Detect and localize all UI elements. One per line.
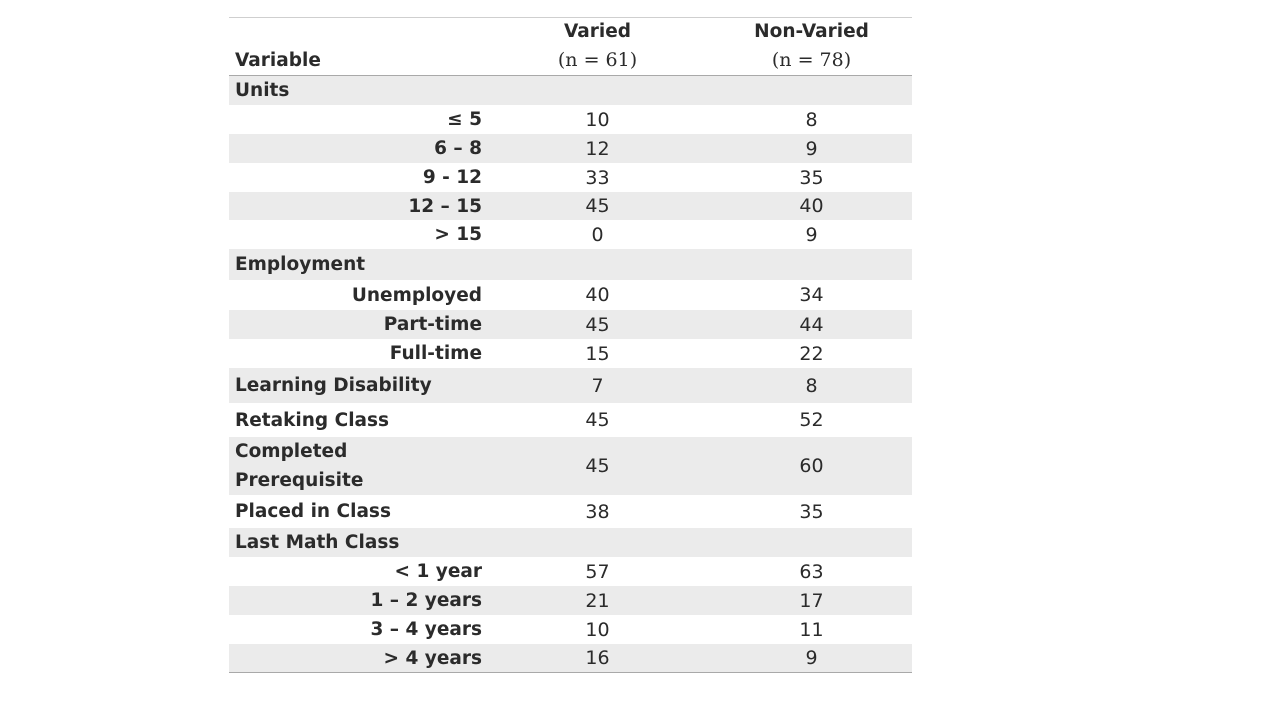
table-row xyxy=(229,249,912,280)
table-row xyxy=(229,163,912,192)
header-variable: Variable xyxy=(235,50,321,71)
table-row xyxy=(229,310,912,339)
row-varied: 45 xyxy=(585,455,610,477)
header-nonvaried-n: (n = 78) xyxy=(771,49,852,71)
row-varied: 15 xyxy=(585,342,610,365)
row-label: < 1 year xyxy=(394,561,482,582)
row-label: Part-time xyxy=(383,314,482,335)
header-varied-n: (n = 61) xyxy=(557,49,638,71)
header-nonvaried-label: Non-Varied xyxy=(754,21,869,42)
row-varied: 12 xyxy=(585,137,610,160)
row-varied: 16 xyxy=(585,647,610,669)
demographics-table xyxy=(229,17,912,673)
table-row xyxy=(229,105,912,134)
row-label: Placed in Class xyxy=(235,501,391,522)
row-varied: 45 xyxy=(585,313,610,336)
row-nonvaried: 44 xyxy=(799,313,824,336)
table-row xyxy=(229,76,912,105)
row-label: 3 – 4 years xyxy=(370,619,482,640)
table-row xyxy=(229,192,912,220)
row-nonvaried: 11 xyxy=(799,618,824,641)
row-nonvaried: 63 xyxy=(799,560,824,583)
header-nonvaried xyxy=(711,18,912,74)
row-nonvaried: 17 xyxy=(799,589,824,612)
row-nonvaried: 9 xyxy=(805,223,818,246)
row-varied: 0 xyxy=(591,223,604,246)
row-label: Learning Disability xyxy=(235,375,432,396)
row-varied: 57 xyxy=(585,560,610,583)
row-nonvaried: 8 xyxy=(805,108,818,131)
row-nonvaried: 40 xyxy=(799,195,824,217)
table-row xyxy=(229,437,912,495)
table-row xyxy=(229,557,912,586)
row-label: Unemployed xyxy=(351,284,482,306)
row-nonvaried: 60 xyxy=(799,455,824,477)
row-varied: 10 xyxy=(585,618,610,641)
row-varied: 10 xyxy=(585,108,610,131)
row-nonvaried: 9 xyxy=(805,647,818,669)
row-varied: 33 xyxy=(585,166,610,189)
row-nonvaried: 9 xyxy=(805,137,818,160)
row-label: 9 - 12 xyxy=(422,167,482,188)
row-label: > 4 years xyxy=(383,647,482,669)
row-label: Completed Prerequisite xyxy=(235,441,364,491)
row-varied: 7 xyxy=(591,374,604,397)
row-nonvaried: 35 xyxy=(799,500,824,523)
row-label: Units xyxy=(235,80,290,101)
row-nonvaried: 35 xyxy=(799,166,824,189)
row-label: Retaking Class xyxy=(235,409,390,431)
table-row xyxy=(229,495,912,528)
table-header xyxy=(229,18,912,76)
row-label: 1 – 2 years xyxy=(370,590,482,611)
table-row xyxy=(229,403,912,437)
table-row xyxy=(229,644,912,672)
table-row xyxy=(229,586,912,615)
row-varied: 21 xyxy=(585,589,610,612)
row-label: Employment xyxy=(235,254,366,275)
table-row xyxy=(229,528,912,557)
row-varied: 38 xyxy=(585,500,610,523)
table-row xyxy=(229,280,912,310)
row-label: 6 – 8 xyxy=(434,138,482,159)
row-nonvaried: 22 xyxy=(799,342,824,365)
row-nonvaried: 52 xyxy=(799,409,824,431)
row-nonvaried: 34 xyxy=(799,284,824,306)
table-row xyxy=(229,368,912,403)
row-label: Last Math Class xyxy=(235,532,400,553)
table-row xyxy=(229,220,912,249)
row-label: > 15 xyxy=(434,224,482,245)
table-row xyxy=(229,615,912,644)
table-row xyxy=(229,339,912,368)
row-varied: 45 xyxy=(585,195,610,217)
header-varied xyxy=(484,18,711,74)
row-nonvaried: 8 xyxy=(805,374,818,397)
table-row xyxy=(229,134,912,163)
row-varied: 40 xyxy=(585,284,610,306)
row-label: ≤ 5 xyxy=(447,109,482,130)
row-varied: 45 xyxy=(585,409,610,431)
row-label: Full-time xyxy=(389,343,482,364)
header-varied-label: Varied xyxy=(563,21,632,42)
row-label: 12 – 15 xyxy=(408,195,482,217)
